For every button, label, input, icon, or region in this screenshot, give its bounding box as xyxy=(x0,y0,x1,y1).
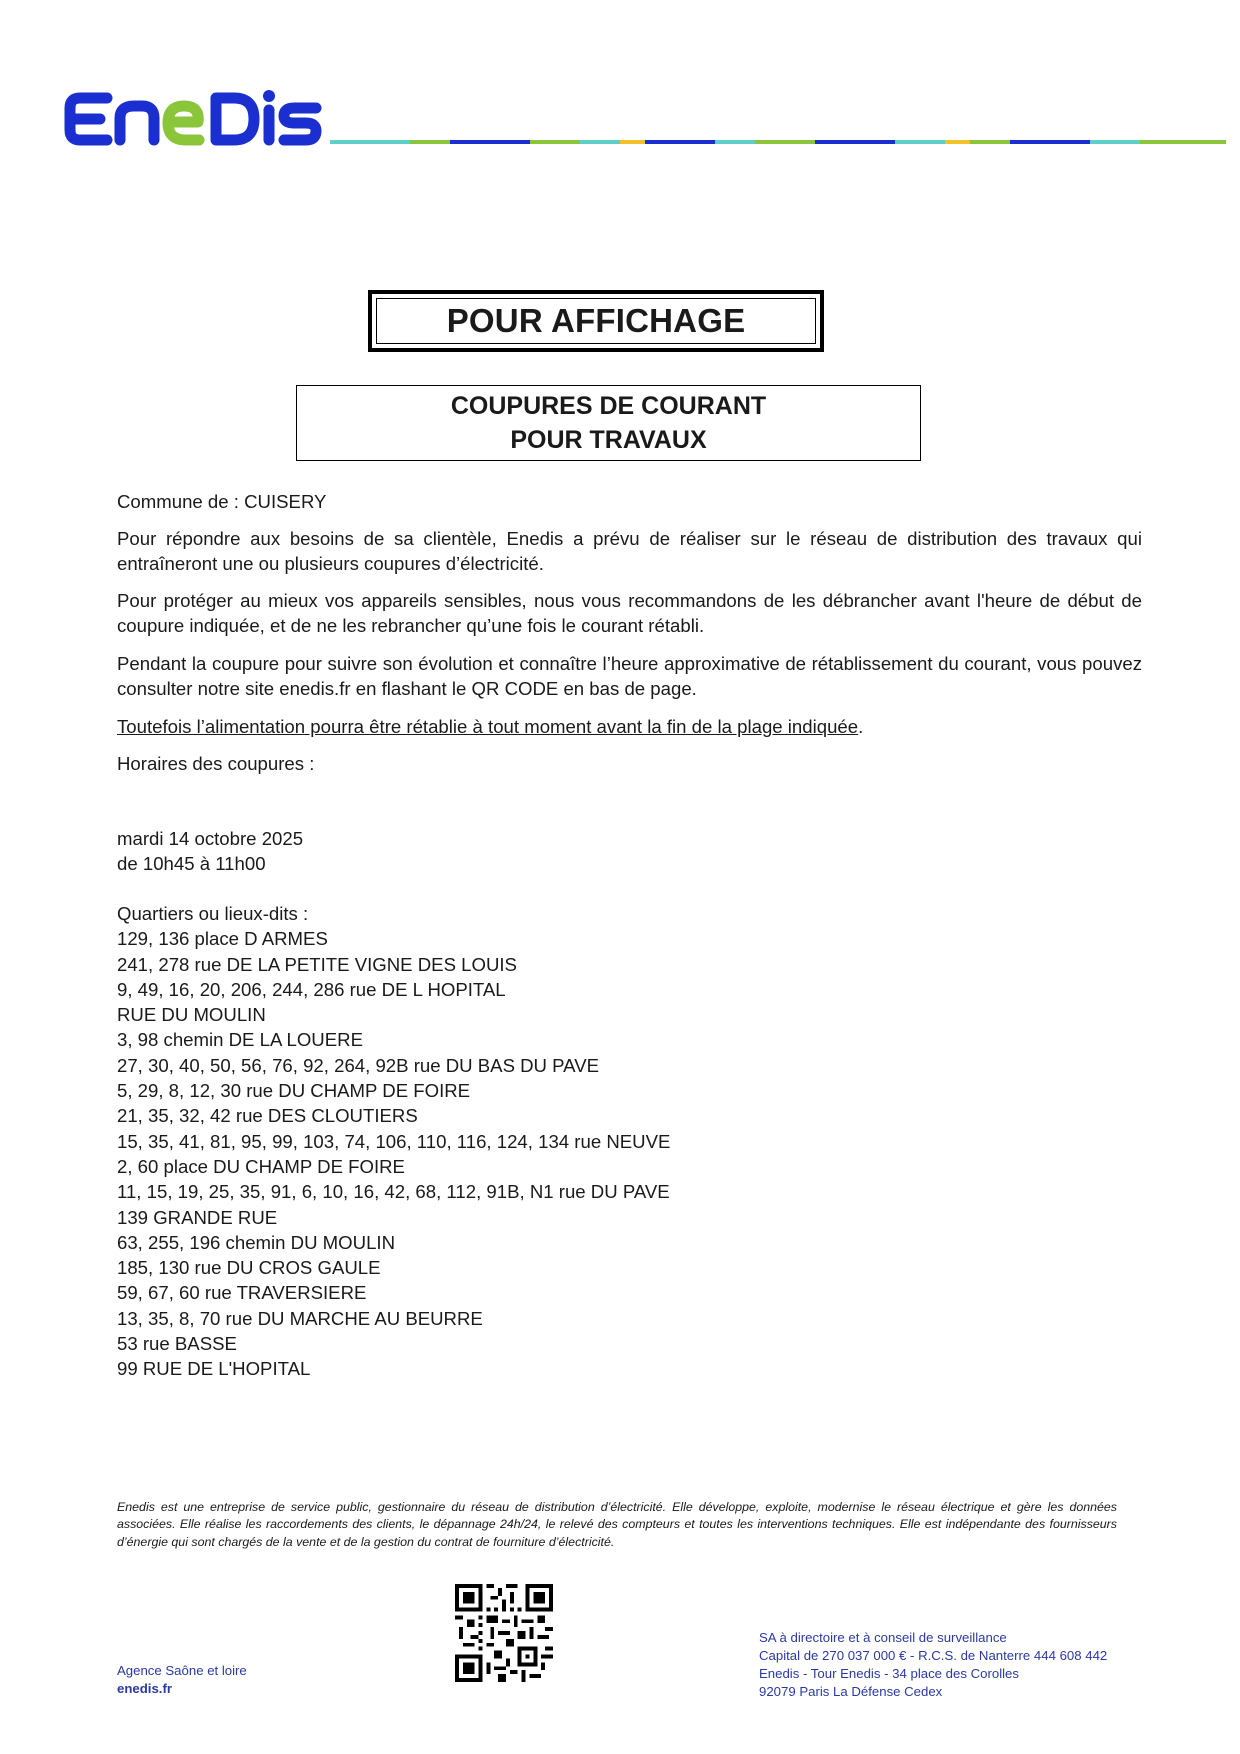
outage-time-range: de 10h45 à 11h00 xyxy=(117,853,266,874)
list-item: 9, 49, 16, 20, 206, 244, 286 rue DE L HOPITAL xyxy=(117,978,506,1000)
notice-title-box xyxy=(296,385,921,461)
horaires-label: Horaires des coupures : xyxy=(117,753,315,774)
list-item: 59, 67, 60 rue TRAVERSIERE xyxy=(117,1282,367,1304)
locations-list xyxy=(117,901,670,1382)
banner-title: POUR AFFICHAGE xyxy=(376,298,816,344)
warning-period: . xyxy=(858,716,864,737)
warning-text: Toutefois l’alimentation pourra être rétablie à tout moment avant la fin de la plage indiquée xyxy=(117,716,859,737)
list-item: 63, 255, 196 chemin DU MOULIN xyxy=(117,1231,395,1253)
paragraph-tracking: Pendant la coupure pour suivre son évolution et connaître l’heure approximative de rétablissement du courant, vous pouvez consulter notre site enedis.fr en flashant le QR CODE en bas de page. xyxy=(117,653,1142,699)
company-line: 92079 Paris La Défense Cedex xyxy=(759,1684,943,1699)
company-line: Enedis - Tour Enedis - 34 place des Corolles xyxy=(759,1666,1019,1681)
list-item: 3, 98 chemin DE LA LOUERE xyxy=(117,1029,363,1051)
paragraph-warning xyxy=(117,714,1142,739)
banner-box xyxy=(368,290,824,352)
list-item: RUE DU MOULIN xyxy=(117,1004,266,1026)
list-item: 241, 278 rue DE LA PETITE VIGNE DES LOUIS xyxy=(117,953,517,975)
commune-line: Commune de : CUISERY xyxy=(117,491,327,512)
list-item: 139 GRANDE RUE xyxy=(117,1206,278,1228)
paragraph-appliances: Pour protéger au mieux vos appareils sensibles, nous vous recommandons de les débrancher avant l'heure de début de coupure indiquée, et de ne les rebrancher qu’une fois le courant rétabli. xyxy=(117,590,1142,636)
list-item: 185, 130 rue DU CROS GAULE xyxy=(117,1257,381,1279)
brand-stripe xyxy=(330,140,1226,144)
notice-title-line2: POUR TRAVAUX xyxy=(510,426,707,454)
company-info xyxy=(759,1629,1107,1701)
list-item: 5, 29, 8, 12, 30 rue DU CHAMP DE FOIRE xyxy=(117,1080,471,1102)
list-item: 21, 35, 32, 42 rue DES CLOUTIERS xyxy=(117,1105,418,1127)
company-line: Capital de 270 037 000 € - R.C.S. de Nanterre 444 608 442 xyxy=(759,1648,1108,1663)
company-line: SA à directoire et à conseil de surveillance xyxy=(759,1630,1007,1645)
agency-name: Agence Saône et loire xyxy=(117,1663,247,1678)
list-item: 2, 60 place DU CHAMP DE FOIRE xyxy=(117,1155,405,1177)
list-item: 129, 136 place D ARMES xyxy=(117,928,328,950)
outage-date: mardi 14 octobre 2025 xyxy=(117,828,304,849)
qr-code-icon[interactable] xyxy=(455,1584,553,1682)
list-item: 27, 30, 40, 50, 56, 76, 92, 264, 92B rue DU BAS DU PAVE xyxy=(117,1054,600,1076)
list-item: 13, 35, 8, 70 rue DU MARCHE AU BEURRE xyxy=(117,1307,483,1329)
paragraph-intro: Pour répondre aux besoins de sa clientèle, Enedis a prévu de réaliser sur le réseau de distribution des travaux qui entraîneront une ou plusieurs coupures d’électricité. xyxy=(117,528,1142,574)
legal-notice: Enedis est une entreprise de service public, gestionnaire du réseau de distribution d’électricité. Elle développe, exploite, modernise le réseau électrique et gère les données associées. Elle réalise les raccordements des clients, le dépannage 24h/24, le relevé des compteurs et toutes les interventions techniques. Elle est indépendante des fournisseurs d’énergie qui sont chargés de la vente et de la gestion du contrat de fourniture d’électricité. xyxy=(117,1500,1117,1549)
agency-block xyxy=(117,1662,247,1698)
enedis-logo xyxy=(62,86,324,152)
list-item: 15, 35, 41, 81, 95, 99, 103, 74, 106, 110, 116, 124, 134 rue NEUVE xyxy=(117,1130,671,1152)
locations-heading: Quartiers ou lieux-dits : xyxy=(117,903,309,924)
list-item: 11, 15, 19, 25, 35, 91, 6, 10, 16, 42, 68, 112, 91B, N1 rue DU PAVE xyxy=(117,1181,670,1203)
list-item: 99 RUE DE L'HOPITAL xyxy=(117,1358,311,1380)
list-item: 53 rue BASSE xyxy=(117,1333,237,1355)
website-link[interactable]: enedis.fr xyxy=(117,1681,172,1696)
notice-title-line1: COUPURES DE COURANT xyxy=(450,392,767,420)
